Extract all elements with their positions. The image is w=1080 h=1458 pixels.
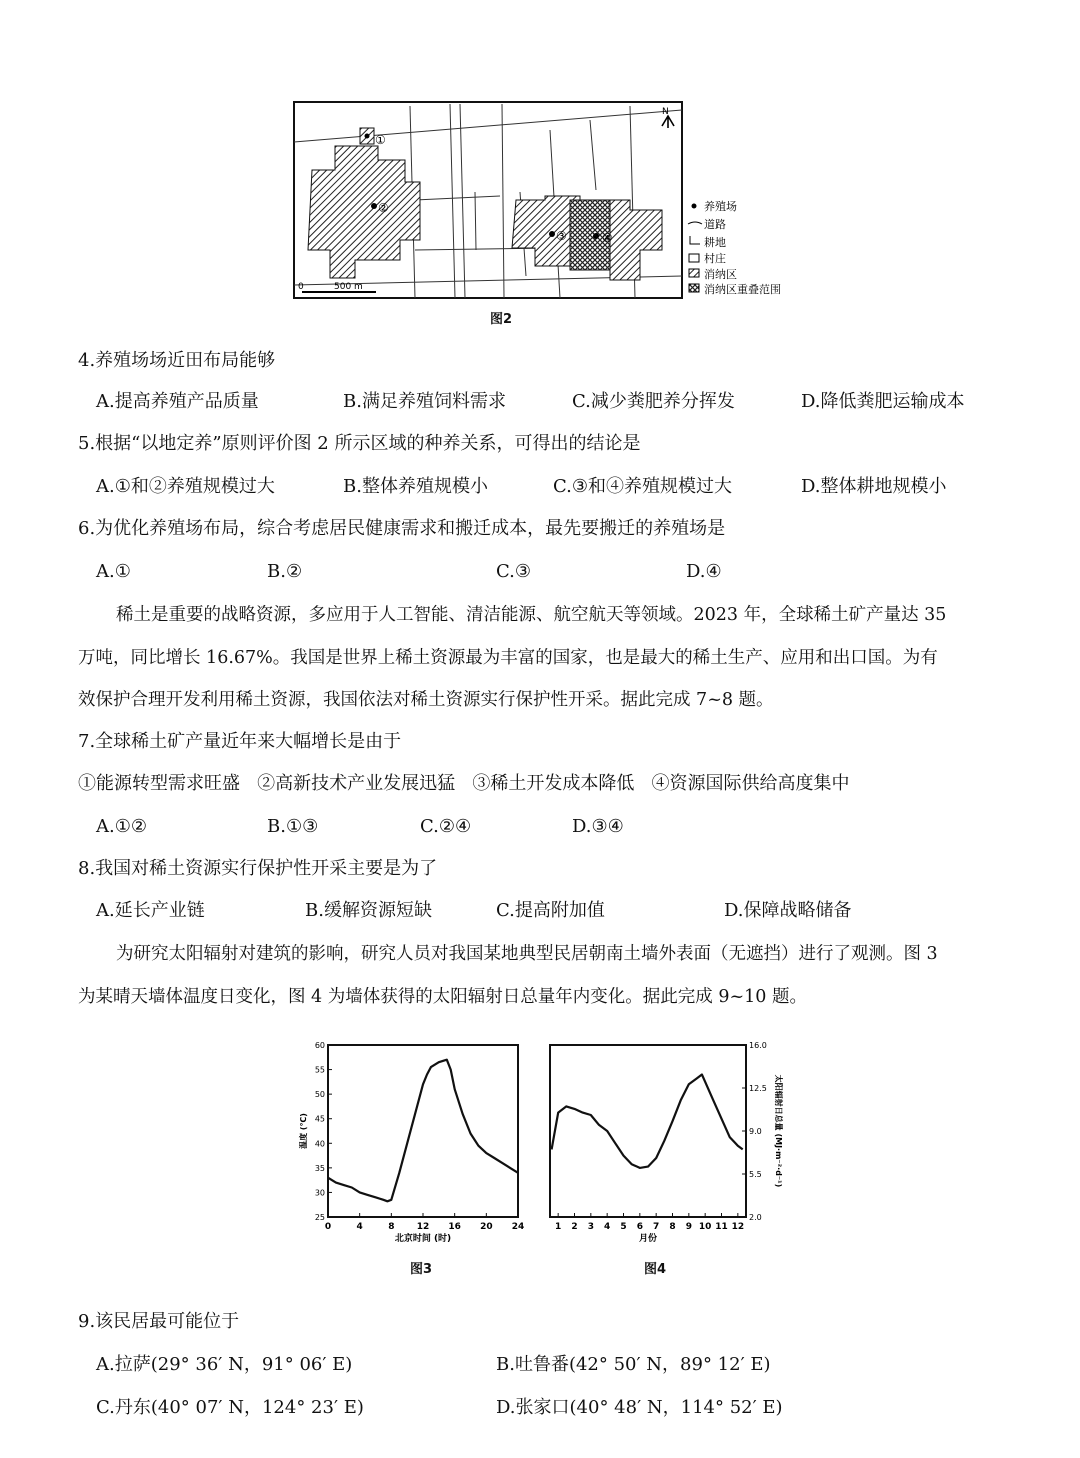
x-tick-label: 24 (511, 1222, 525, 1232)
q7-option-c[interactable]: C.②④ (420, 816, 472, 837)
q6-option-b[interactable]: B.② (267, 561, 303, 582)
y-tick-label: 60 (314, 1041, 325, 1050)
q5-option-b[interactable]: B.整体养殖规模小 (343, 476, 488, 497)
x-tick-label: 8 (669, 1222, 676, 1232)
question-7-items: ①能源转型需求旺盛 ②高新技术产业发展迅猛 ③稀土开发成本降低 ④资源国际供给高度集中 (78, 773, 850, 794)
x-tick-label: 12 (416, 1222, 430, 1232)
north-label: N (662, 107, 669, 117)
plot-frame (550, 1045, 746, 1217)
y-tick-label: 9.0 (749, 1127, 762, 1136)
q6-option-c[interactable]: C.③ (496, 561, 531, 582)
question-9-stem: 9.该民居最可能位于 (78, 1311, 240, 1332)
legend-road: 道路 (704, 218, 726, 231)
q9-option-c[interactable]: C.丹东(40° 07′ N，124° 23′ E) (96, 1397, 364, 1418)
question-6-stem: 6.为优化养殖场布局，综合考虑居民健康需求和搬迁成本，最先要搬迁的养殖场是 (78, 518, 726, 539)
x-tick-label: 4 (604, 1222, 611, 1232)
question-5-stem: 5.根据“以地定养”原则评价图 2 所示区域的种养关系，可得出的结论是 (78, 433, 641, 454)
q7-option-d[interactable]: D.③④ (572, 816, 624, 837)
x-tick-label: 7 (653, 1222, 660, 1232)
x-tick-label: 12 (731, 1222, 745, 1232)
legend-zone: 消纳区 (704, 268, 737, 281)
passage-1-line-1: 稀土是重要的战略资源，多应用于人工智能、清洁能源、航空航天等领域。2023 年，全球稀土矿产量达 35 (116, 605, 947, 625)
legend-village: 村庄 (704, 252, 726, 265)
x-tick-label: 20 (480, 1222, 493, 1232)
passage-1-line-2: 万吨，同比增长 16.67%。我国是世界上稀土资源最为丰富的国家，也是最大的稀土生产、应用和出口国。为有 (78, 648, 938, 668)
scale-zero: 0 (298, 282, 304, 292)
legend-farm: 养殖场 (704, 200, 737, 213)
marker-4: ④ (602, 231, 613, 245)
x-tick-label: 1 (555, 1222, 562, 1232)
question-8-stem: 8.我国对稀土资源实行保护性开采主要是为了 (78, 858, 438, 879)
q6-option-d[interactable]: D.④ (686, 561, 722, 582)
passage-2-line-1: 为研究太阳辐射对建筑的影响，研究人员对我国某地典型民居朝南土墙外表面（无遮挡）进行了观测。图 3 (116, 944, 938, 964)
y-tick-label: 35 (314, 1163, 325, 1173)
x-tick-label: 2 (571, 1222, 578, 1232)
q7-option-a[interactable]: A.①② (96, 816, 147, 837)
x-tick-label: 6 (636, 1222, 643, 1232)
q4-option-d[interactable]: D.降低粪肥运输成本 (801, 391, 965, 412)
figure-4-chart (530, 1035, 790, 1250)
q6-option-a[interactable]: A.① (96, 561, 131, 582)
passage-2-line-2: 为某晴天墙体温度日变化，图 4 为墙体获得的太阳辐射日总量年内变化。据此完成 9~10 题。 (78, 987, 807, 1007)
marker-2: ② (378, 201, 389, 215)
y-tick-label: 45 (314, 1114, 325, 1124)
map-legend (688, 199, 781, 296)
figure-4-caption: 图4 (644, 1262, 667, 1277)
x-tick-label: 0 (324, 1222, 332, 1232)
x-tick-label: 4 (356, 1222, 363, 1232)
q5-option-d[interactable]: D.整体耕地规模小 (801, 476, 947, 497)
y-tick-label: 25 (314, 1213, 325, 1222)
x-tick-label: 9 (685, 1222, 692, 1232)
marker-3: ③ (556, 229, 567, 243)
y-axis-label: 太阳辐射日总量 (MJ·m⁻²·d⁻¹) (774, 1074, 783, 1188)
q9-option-d[interactable]: D.张家口(40° 48′ N，114° 52′ E) (496, 1397, 783, 1418)
q9-option-b[interactable]: B.吐鲁番(42° 50′ N，89° 12′ E) (496, 1354, 771, 1375)
figure-3-chart (290, 1035, 540, 1250)
legend-field: 耕地 (704, 236, 726, 249)
q8-option-a[interactable]: A.延长产业链 (96, 900, 205, 921)
x-tick-label: 5 (620, 1222, 627, 1232)
y-tick-label: 30 (314, 1188, 325, 1198)
q8-option-c[interactable]: C.提高附加值 (496, 900, 605, 921)
question-4-stem: 4.养殖场场近田布局能够 (78, 350, 276, 371)
y-axis-label: 温度 (℃) (299, 1113, 308, 1149)
x-tick-label: 16 (448, 1222, 461, 1232)
figure-2-map (290, 100, 800, 300)
series-line (328, 1060, 518, 1202)
y-tick-label: 2.0 (749, 1213, 762, 1222)
y-tick-label: 16.0 (749, 1041, 767, 1050)
figure-3-caption: 图3 (410, 1262, 433, 1277)
q4-option-c[interactable]: C.减少粪肥养分挥发 (572, 391, 735, 412)
y-tick-label: 5.5 (749, 1170, 762, 1179)
q7-option-b[interactable]: B.①③ (267, 816, 319, 837)
x-axis-label: 北京时间 (时) (394, 1234, 452, 1244)
passage-1-line-3: 效保护合理开发利用稀土资源，我国依法对稀土资源实行保护性开采。据此完成 7~8 题。 (78, 690, 774, 710)
q5-option-a[interactable]: A.①和②养殖规模过大 (96, 476, 275, 497)
scale-label: 500 m (334, 282, 363, 292)
q8-option-d[interactable]: D.保障战略储备 (724, 900, 852, 921)
marker-1: ① (375, 133, 386, 147)
legend-overlap: 消纳区重叠范围 (704, 283, 781, 296)
y-tick-label: 40 (314, 1139, 325, 1149)
x-tick-label: 3 (587, 1222, 594, 1232)
question-7-stem: 7.全球稀土矿产量近年来大幅增长是由于 (78, 731, 402, 752)
q9-option-a[interactable]: A.拉萨(29° 36′ N，91° 06′ E) (96, 1354, 353, 1375)
x-tick-label: 8 (388, 1222, 395, 1232)
x-axis-label: 月份 (638, 1234, 658, 1244)
y-tick-label: 50 (314, 1090, 325, 1100)
series-line (552, 1075, 743, 1168)
q4-option-a[interactable]: A.提高养殖产品质量 (96, 391, 259, 412)
x-tick-label: 10 (698, 1222, 712, 1232)
y-tick-label: 55 (314, 1065, 325, 1075)
q5-option-c[interactable]: C.③和④养殖规模过大 (553, 476, 732, 497)
q4-option-b[interactable]: B.满足养殖饲料需求 (343, 391, 506, 412)
q8-option-b[interactable]: B.缓解资源短缺 (305, 900, 432, 921)
y-tick-label: 12.5 (749, 1084, 767, 1093)
figure-2-caption: 图2 (490, 312, 513, 327)
x-tick-label: 11 (715, 1222, 728, 1232)
